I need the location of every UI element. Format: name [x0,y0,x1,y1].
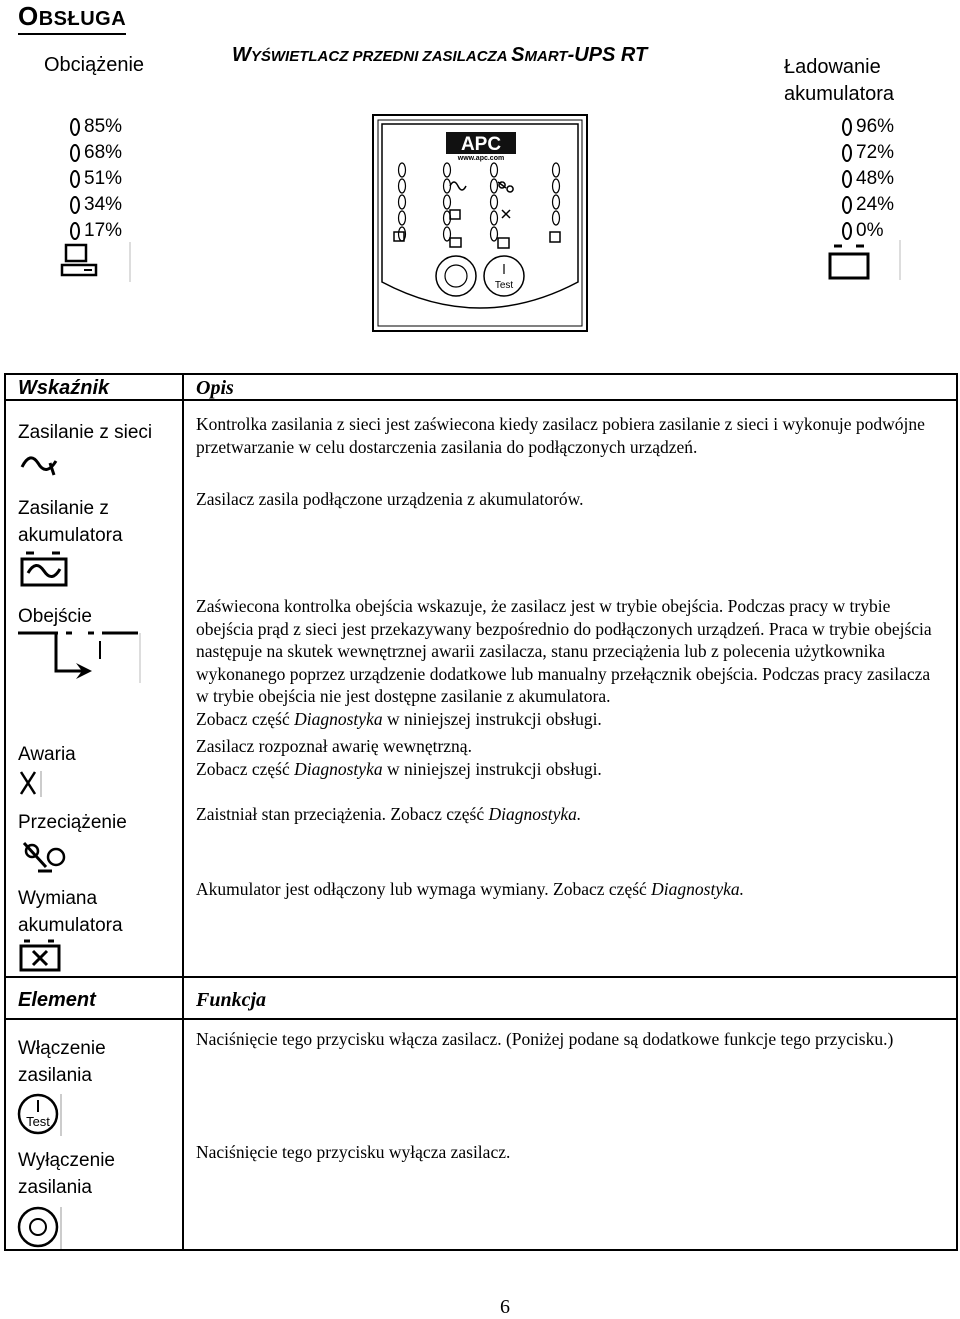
online-icon [20,449,66,481]
led-icon [842,118,852,136]
load-levels [70,114,122,244]
load-level: 34% [70,192,122,218]
load-level: 17% [70,218,122,244]
test-label: Test [26,1114,50,1129]
element-desc: Naciśnięcie tego przycisku wyłącza zasilacz. [196,1142,511,1162]
indicator-table [4,373,958,1251]
off-button-drawing [436,256,476,296]
indicator-desc: Zaświecona kontrolka obejścia wskazuje, że zasilacz jest w trybie obejścia. Podczas pracy w trybie obejścia prąd z sieci jest przekazywany bezpośrednio do podłączonych urządzeń. Praca w trybie obejścia następuje na skutek wewnętrznej awarii zasilacza, stanu przeciążenia lub z polecenia użytkownika wykonanego poprzez urządzenie dodatkowe lub manualny przełącznik obejścia. Podczas pracy zasilacza w trybie obejścia nie jest dostępne zasilanie z akumulatora. Zobacz część Diagnostyka w niniejszej instrukcji obsługi. [196,596,932,729]
element-name: Wyłączenie zasilania [18,1150,115,1198]
apc-url: www.apc.com [457,155,505,162]
indicator-name: Zasilanie z akumulatora [18,498,123,546]
indicator-name: Zasilanie z sieci [18,422,153,443]
bypass-icon [18,629,142,685]
led-icon [70,222,80,240]
col-header-indicator: Wskaźnik [18,377,110,399]
charge-level: 24% [842,192,894,218]
indicator-desc: Zasilacz zasila podłączone urządzenia z akumulatorów. [196,489,584,509]
load-level: 68% [70,140,122,166]
page-number: 6 [500,1296,510,1318]
led-icon [70,144,80,162]
element-name: Włączenie zasilania [18,1038,106,1086]
charge-level: 48% [842,166,894,192]
col-header-function: Funkcja [196,989,267,1011]
indicator-name: Obejście [18,606,92,627]
indicator-name: Awaria [18,744,76,765]
on-battery-icon [18,549,72,589]
led-icon [842,196,852,214]
apc-logo: APC [460,134,502,155]
front-panel-drawing [372,114,588,332]
charge-levels [842,114,894,244]
indicator-desc: Zaistniał stan przeciążenia. Zobacz część Diagnostyka. [196,804,582,824]
led-icon [842,144,852,162]
charge-level: 0% [842,218,894,244]
overload-icon [18,837,72,875]
replace-battery-icon [18,937,64,975]
charge-level: 96% [842,114,894,140]
indicator-name: Wymiana akumulatora [18,888,123,936]
indicator-desc: Kontrolka zasilania z sieci jest zaświecona kiedy zasilacz pobiera zasilanie z sieci i wykonuje podwójne przetwarzanie w celu dostarczenia zasilania do podłączonych urządzeń. [196,414,925,457]
col-header-element: Element [18,989,96,1011]
charge-label: Ładowanie akumulatora [784,56,895,105]
indicator-desc: Akumulator jest odłączony lub wymaga wymiany. Zobacz część Diagnostyka. [196,879,745,899]
led-icon [70,196,80,214]
section-title: OBSŁUGA [18,2,126,35]
power-off-button-icon [16,1205,64,1251]
battery-icon [826,240,906,284]
indicator-name: Przeciążenie [18,812,127,833]
charge-level: 72% [842,140,894,166]
panel-test-label: Test [494,280,514,291]
led-icon [70,170,80,188]
col-header-description: Opis [196,377,234,399]
fault-icon [18,769,44,799]
load-label: Obciążenie [44,54,145,76]
load-icon [60,242,132,284]
led-icon [70,118,80,136]
indicator-desc: Zasilacz rozpoznał awarię wewnętrzną. Zobacz część Diagnostyka w niniejszej instrukcji obsługi. [196,736,602,779]
led-icon [842,222,852,240]
element-desc: Naciśnięcie tego przycisku włącza zasilacz. (Poniżej podane są dodatkowe funkcje tego przycisku.) [196,1029,894,1049]
load-level: 85% [70,114,122,140]
power-on-test-button-icon [16,1092,64,1138]
front-panel-title: WYŚWIETLACZ PRZEDNI ZASILACZA SMART-UPS RT [232,44,648,66]
led-icon [842,170,852,188]
load-level: 51% [70,166,122,192]
